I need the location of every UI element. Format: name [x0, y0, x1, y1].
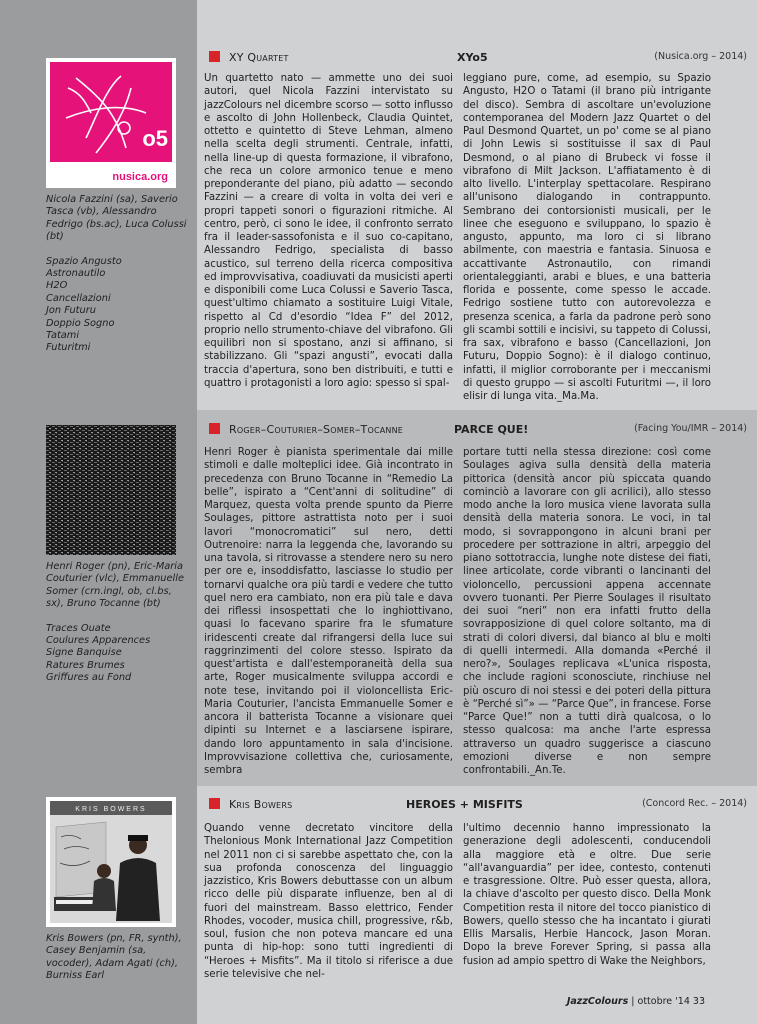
track: Jon Futuru	[46, 305, 96, 317]
svg-text:nusica.org: nusica.org	[112, 171, 168, 183]
xyo5-cover-art	[46, 58, 176, 188]
credits-xyo5	[46, 194, 191, 355]
credits-parce-que	[46, 561, 191, 685]
review-album-title: PARCE QUE!	[454, 423, 529, 436]
track: Ratures Brumes	[46, 659, 125, 671]
lineup: Henri Roger (pn), Eric-Maria Couturier (vlc), Emmanuelle Somer (crn.ingl, ob, cl.bs, sx), Bruno Tocanne (bt)	[46, 561, 184, 610]
review-album-title: XYo5	[457, 51, 488, 64]
track: Griffures au Fond	[46, 672, 132, 684]
lineup: Nicola Fazzini (sa), Saverio Tasca (vb), Alessandro Fedrigo (bs.ac), Luca Colussi (bt)	[46, 194, 187, 243]
track: Traces Ouate	[46, 622, 111, 634]
red-square-icon	[209, 798, 220, 809]
review-artist: Kris Bowers	[229, 798, 293, 811]
review-xyo5	[197, 48, 757, 408]
page-number: 33	[692, 996, 705, 1007]
lineup: Kris Bowers (pn, FR, synth), Casey Benjamin (sa, vocoder), Adam Agati (ch), Burniss Earl	[46, 933, 182, 982]
album-cover-parce-que	[46, 425, 176, 555]
track: Spazio Angusto	[46, 255, 122, 267]
track: Tatami	[46, 330, 80, 342]
red-square-icon	[209, 51, 220, 62]
review-label: (Nusica.org – 2014)	[654, 51, 747, 62]
review-label: (Facing You/IMR – 2014)	[634, 423, 747, 434]
track: Astronautilo	[46, 268, 106, 280]
track: Coulures Apparences	[46, 635, 151, 647]
track: Cancellazioni	[46, 292, 111, 304]
issue-date: | ottobre '14	[631, 996, 690, 1007]
review-body-col1: Quando venne decretato vincitore della Thelonious Monk International Jazz Competition nel 2011 non ci si sarebbe aspettato che, con la sua profonda conoscenza del linguaggio jazzistico, Kris Bowers debuttasse con un album ricco delle più disparate influenze, ben al di fuori del mainstream. Basso elettrico, Fender Rhodes, vocoder, musica chill, progressive, r&b, soul, fusion che non poteva mancare ed una punta di hip-hop: sono tutti ingredienti di “Heroes + Misfits”. Ma il titolo si riferisce a due serie televisive che nel-	[204, 823, 453, 980]
review-body-col1: Un quartetto nato — ammette uno dei suoi autori, quel Nicola Fazzini intervistato su jazzColours nel dicembre scorso — sotto influsso e ascolto di John Hollenbeck, Claudia Quintet, ottetto e quintetto di Steve Lehman, almeno nella scelta degli strumenti. Centrale, infatti, nella line-up di questa formazione, il vibrafono, che reca un colore armonico tenue e meno preponderante del piano, più adatto — secondo Fazzini — a creare di volta in volta dei veri e propri tappeti sonori o figurazioni ritmiche. Al centro, però, ci sono le idee, il confronto serrato fra il leader-sassofonista e il suo co-capitano, Alessandro Fedrigo, specialista di basso acustico, sul terreno della ricerca compositiva ed improvvisativa, coadiuvati da musicisti aperti e disponibili come Luca Colussi e Saverio Tasca, quest'ultimo chiamato a sostituire Luigi Vitale, rispetto al Cd d'esordio “Idea F” del 2012, proprio nello strumento-chiave del vibrafono. Gli equilibri non si spostano, anzi si affinano, si stabilizzano. Gli “spazi angusti”, evocati dalla traccia d'apertura, sono ben distribuiti, e tutti e quattro i protagonisti a loro agio: spesso si spal-	[204, 73, 453, 389]
review-header	[209, 48, 747, 68]
track: H2O	[46, 280, 68, 292]
review-body-col1: Henri Roger è pianista sperimentale dai mille stimoli e dalle molteplici idee. Già incontrato in precedenza con Bruno Tocanne in “Remedio La belle”, ispirato a “Cent'anni di solitudine” di Marquez, questa volta prende spunto da Pierre Soulages, pittore astrattista noto per i suoi lavori “monocromatici” sul nero, detti Outrenoire: narra la leggenda che, lavorando su una tavola, si ritrovasse a stendere nero su nero per ore e, insoddisfatto, lasciasse lo studio per tornarvi qualche ora più tardi e vedere che tutto quel nero era cambiato, non era più tale e dava dei riflessi insospettati che lo inghiottivano, quasi lo facevano sparire fra le sfumature iridescenti create dal rifrangersi della luce sui raggrinzimenti del colore stesso. Ispirato da quest'artista e dall'estemporaneità della sua arte, Roger musicalmente sviluppa accordi e note tese, invitando poi il violoncellista Eric-Maria Couturier, l'ancista Emmanuelle Somer e ancora il batterista Tocanne a visionare quei dipinti su Internet e a lasciarsene ispirare, dando loro appuntamento in sala d'incisione. Improvvisazione collettiva che, curiosamente, sembra	[204, 447, 453, 776]
review-header	[209, 420, 747, 440]
review-label: (Concord Rec. – 2014)	[642, 798, 747, 809]
svg-text:o5: o5	[142, 126, 168, 151]
review-parce-que	[197, 420, 757, 784]
track: Doppio Sogno	[46, 317, 115, 329]
review-artist: XY Quartet	[229, 51, 289, 64]
page-footer	[567, 996, 705, 1007]
parce-que-cover-art	[46, 425, 176, 555]
heroes-misfits-cover-art	[46, 797, 176, 927]
credits-heroes-misfits	[46, 933, 191, 983]
review-album-title: HEROES + MISFITS	[406, 798, 523, 811]
track: Signe Banquise	[46, 647, 122, 659]
review-body-col2: leggiano pure, come, ad esempio, su Spazio Angusto, H2O o Tatami (il brano più intrigante del disco). Sembra di ascoltare un'evoluzione contemporanea del Modern Jazz Quartet o del Paul Desmond Quartet, un po' come se al piano di John Lewis si sostituisse il sax di Paul Desmond, o al piano di Brubeck vi fosse il vibrafono di Milt Jackson. L'affiatamento è di alto livello. L'interplay spettacolare. Respirano all'unisono dialogando in contrappunto. Sembrano dei contorsionisti musicali, per le linee che eseguono e sviluppano, lo spazio è angusto, appunto, ma loro ci si librano abilmente, con maestria e fantasia. Sinuosa e accattivante Astronautilo, con rimandi orientaleggianti, arabi e blues, e una batteria florida e possente, come spesso le accade. Fedrigo sostiene tutto con autorevolezza e presenza scenica, a farla da padrone però sono gli scambi sottili e incisivi, su tappeto di Colussi, fra sax, vibrafono e basso (Cancellazioni, Jon Futuru, Doppio Sogno): è il dialogo continuo, infatti, il miglior corroborante per i meccanismi di questo gruppo — si ascolti Futuritmi —, il loro elisir di lunga vita._Ma.Ma.	[463, 73, 711, 402]
review-heroes-misfits	[197, 795, 757, 995]
red-square-icon	[209, 423, 220, 434]
review-header	[209, 795, 747, 815]
magazine-brand: JazzColours	[566, 996, 629, 1007]
svg-text:KRIS BOWERS: KRIS BOWERS	[75, 806, 147, 813]
album-cover-xyo5	[46, 58, 176, 188]
track: Futuritmi	[46, 342, 91, 354]
review-body-col2: portare tutti nella stessa direzione: così come Soulages agiva sulla densità della materia pittorica (densità ancor più spiccata quando cominciò a lavorare con gli acrilici), allo stesso modo anche la loro musica viene lavorata sulla densità della materia sonora. Le voci, in tal modo, si sovrappongono in alcuni brani per procedere per sottrazione in altri, arpeggio del piano sottotraccia, lunghe note distese dei fiati, linee articolate, corde vibranti o lancinanti del violoncello, percussioni appena accennate ovvero tuonanti. Per Pierre Soulages il risultato dei suoi “neri” non era infatti frutto della sovrapposizione di quel colore soltanto, ma di strati di colori diversi, dal bianco al blu e molti di quelli intermedi. Alla domanda «Perché il nero?», Soulages replicava «L'unica risposta, che include ragioni sconosciute, rinchiuse nel più oscuro di noi stessi e dei poteri della pittura è “Perché sì”» — “Parce Que”, in francese. Forse “Parce Que!” non a tutti dirà qualcosa, o lo stesso qualcosa: ma anche l'arte espressa attraverso un quadro suggerisce a ciascuno emozioni diverse e non sempre confrontabili._An.Te.	[463, 447, 711, 776]
album-cover-heroes-misfits	[46, 797, 176, 927]
review-body-col2: l'ultimo decennio hanno impressionato la generazione degli adolescenti, conducendoli alla maggiore età e oltre. Due serie “all'avanguardia” per idee, contesto, contenuti e trasgressione. Oltre. Può esser questa, allora, la chiave d'ascolto per questo disco. Della Monk Competition resta il nitore del tocco pianistico di Bowers, quello stesso che ha incantato i giurati Ellis Marsalis, Herbie Hancock, Jason Moran. Dopo la breve Forever Spring, si passa alla fusion ad ampio spettro di Wake the Neighbors,	[463, 823, 711, 967]
review-artist: Roger–Couturier–Somer–Tocanne	[229, 423, 404, 436]
